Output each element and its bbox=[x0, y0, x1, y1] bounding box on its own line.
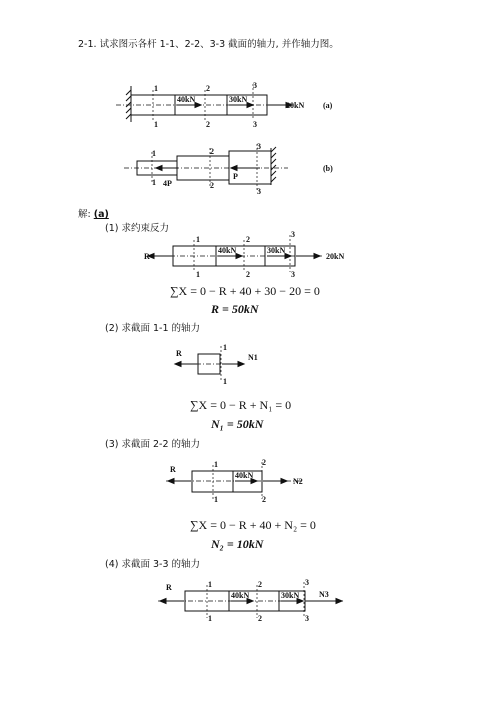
sec-label-1-bot: 1 bbox=[154, 120, 158, 129]
fbd4-s1t: 1 bbox=[208, 580, 212, 589]
load-label-4p: 4P bbox=[163, 179, 172, 188]
step-3-label: (3) 求截面 2-2 的轴力 bbox=[105, 439, 201, 450]
sec-label-2-bot: 2 bbox=[206, 120, 210, 129]
fbd1-r: R bbox=[144, 252, 150, 261]
solution-part: (a) bbox=[93, 209, 109, 220]
fbd4-s2t: 2 bbox=[258, 580, 262, 589]
step-1-label: (1) 求约束反力 bbox=[105, 223, 169, 234]
fbd4-40: 40kN bbox=[231, 591, 250, 600]
fbd4-n3: N3 bbox=[319, 590, 329, 599]
fbd1-20: 20kN bbox=[326, 252, 345, 261]
problem-text: 试求图示各杆 1-1、2-2、3-3 截面的轴力, 并作轴力图。 bbox=[99, 39, 339, 50]
load-label-30: 30kN bbox=[229, 95, 248, 104]
fbd1-s3t: 3 bbox=[291, 230, 295, 239]
step-2-label: (2) 求截面 1-1 的轴力 bbox=[105, 323, 201, 334]
b-sec-3-bot: 3 bbox=[257, 187, 261, 196]
figure-tag-b: (b) bbox=[323, 164, 333, 173]
fbd2-s1t: 1 bbox=[223, 343, 227, 352]
fbd2-n1: N1 bbox=[248, 353, 258, 362]
b-sec-3-top: 3 bbox=[257, 142, 261, 151]
fbd1-s3b: 3 bbox=[291, 270, 295, 279]
load-label-20: 20kN bbox=[286, 101, 305, 110]
fbd1-s1b: 1 bbox=[196, 270, 200, 279]
eq2-sum: ∑X = 0 − R + N₁ = 0 bbox=[190, 398, 292, 412]
eq3-sum: ∑X = 0 − R + 40 + N₂ = 0 bbox=[190, 518, 316, 532]
sec-label-3-top: 3 bbox=[253, 81, 257, 90]
fbd4-30: 30kN bbox=[281, 591, 300, 600]
fbd4-r: R bbox=[166, 583, 172, 592]
sec-label-3-bot: 3 bbox=[253, 120, 257, 129]
sec-label-2-top: 2 bbox=[206, 84, 210, 93]
fbd3-r: R bbox=[170, 465, 176, 474]
fbd3-s2t: 2 bbox=[262, 458, 266, 467]
eq1-sum: ∑X = 0 − R + 40 + 30 − 20 = 0 bbox=[170, 284, 320, 298]
eq1-result: R = 50kN bbox=[211, 302, 259, 316]
fbd1-s2b: 2 bbox=[246, 270, 250, 279]
b-sec-2-top: 2 bbox=[210, 147, 214, 156]
load-label-40: 40kN bbox=[177, 95, 196, 104]
fbd2-r: R bbox=[176, 349, 182, 358]
fbd4-s1b: 1 bbox=[208, 614, 212, 623]
fbd1-s2t: 2 bbox=[246, 235, 250, 244]
figure-tag-a: (a) bbox=[323, 101, 333, 110]
fbd3-s1b: 1 bbox=[214, 495, 218, 504]
fbd4-s3b: 3 bbox=[305, 614, 309, 623]
fbd1-s1t: 1 bbox=[196, 235, 200, 244]
problem-number: 2-1. bbox=[78, 39, 97, 50]
fbd3-s2b: 2 bbox=[262, 495, 266, 504]
b-sec-1-top: 1 bbox=[152, 149, 156, 158]
b-sec-2-bot: 2 bbox=[210, 181, 214, 190]
eq3-result: N₂ = 10kN bbox=[211, 537, 264, 551]
eq2-result: N₁ = 50kN bbox=[211, 417, 264, 431]
fbd2-s1b: 1 bbox=[223, 377, 227, 386]
fbd4-s3t: 3 bbox=[305, 578, 309, 587]
fbd4-s2b: 2 bbox=[258, 614, 262, 623]
fbd3-n2: N2 bbox=[293, 477, 303, 486]
fbd1-40: 40kN bbox=[218, 246, 237, 255]
fbd1-30: 30kN bbox=[267, 246, 286, 255]
load-label-p: P bbox=[233, 172, 238, 181]
fbd3-s1t: 1 bbox=[214, 460, 218, 469]
step-4-label: (4) 求截面 3-3 的轴力 bbox=[105, 559, 201, 570]
sec-label-1-top: 1 bbox=[154, 84, 158, 93]
fbd3-40: 40kN bbox=[235, 471, 254, 480]
solution-label: 解: bbox=[78, 209, 91, 220]
b-sec-1-bot: 1 bbox=[152, 178, 156, 187]
